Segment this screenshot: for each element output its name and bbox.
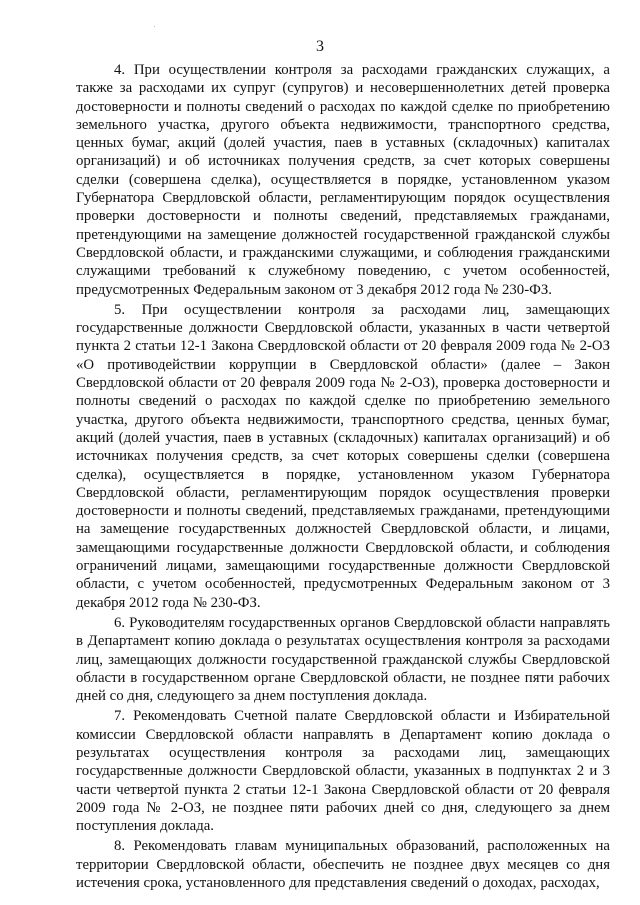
paragraph-6: 6. Руководителям государственных органов Свердловской области направлять в Департамент копию доклада о результатах осуществления контроля за расходами лиц, замещающих должности государственной гражданской службы Свердловской области в государственном органе Свердловской области, не позднее пяти рабочих дней со дня, следующего за днем поступления доклада. (76, 614, 610, 705)
paragraph-8: 8. Рекомендовать главам муниципальных образований, расположенных на территории Свердловской области, обеспечить не позднее двух месяцев со дня истечения срока, установленного для представления сведений о доходах, расходах, (76, 838, 610, 892)
paragraph-5: 5. При осуществлении контроля за расходами лиц, замещающих государственные должности Свердловской области, указанных в части четвертой пункта 2 статьи 12-1 Закона Свердловской области от 20 февраля 2009 года № 2-ОЗ «О противодействии коррупции в Свердловской области» (далее – Закон Свердловской области от 20 февраля 2009 года № 2-ОЗ), проверка достоверности и полноты сведений о расходах по каждой сделке по приобретению земельного участка, другого объекта недвижимости, транспортного средства, ценных бумаг, акций (долей участия, паев в уставных (складочных) капиталах организаций) и об источниках получения средств, за счет которых совершены сделки (совершена сделка), осуществляется в порядке, установленном указом Губернатора Свердловской области, регламентирующим порядок осуществления проверки достоверности и полноты сведений, представляемых гражданами, претендующими на замещение государственных должностей Свердловской области, и лицами, замещающими государственные должности Свердловской области, и соблюдения ограничений лицами, замещающими государственные должности Свердловской области, с учетом особенностей, предусмотренных Федеральным законом от 3 декабря 2012 года № 230-ФЗ. (76, 301, 610, 611)
scan-speck (154, 26, 155, 27)
paragraph-4: 4. При осуществлении контроля за расходами гражданских служащих, а также за расходами их супруг (супругов) и несовершеннолетних детей проверка достоверности и полноты сведений о расходах по каждой сделке по приобретению земельного участка, другого объекта недвижимости, транспортного средства, ценных бумаг, акций (долей участия, паев в уставных (складочных) капиталах организаций) и об источниках получения средств, за счет которых совершены сделки (совершена сделка), осуществляется в порядке, установленном указом Губернатора Свердловской области, регламентирующим порядок осуществления проверки достоверности и полноты сведений, представляемых гражданами, претендующими на замещение должностей государственной гражданской службы Свердловской области, и гражданскими служащими, и соблюдения гражданскими служащими требований к служебному поведению, с учетом особенностей, предусмотренных Федеральным законом от 3 декабря 2012 года № 230-ФЗ. (76, 62, 610, 298)
document-body (76, 61, 610, 894)
page-number: 3 (316, 38, 324, 55)
paragraph-7: 7. Рекомендовать Счетной палате Свердловской области и Избирательной комиссии Свердловской области направлять в Департамент копию доклада о результатах осуществления контроля за расходами лиц, замещающих государственные должности Свердловской области, указанных в подпунктах 2 и 3 части четвертой пункта 2 статьи 12-1 Закона Свердловской области от 20 февраля 2009 года № 2-ОЗ, не позднее пяти рабочих дней со дня, следующего за днем поступления доклада. (76, 708, 610, 835)
